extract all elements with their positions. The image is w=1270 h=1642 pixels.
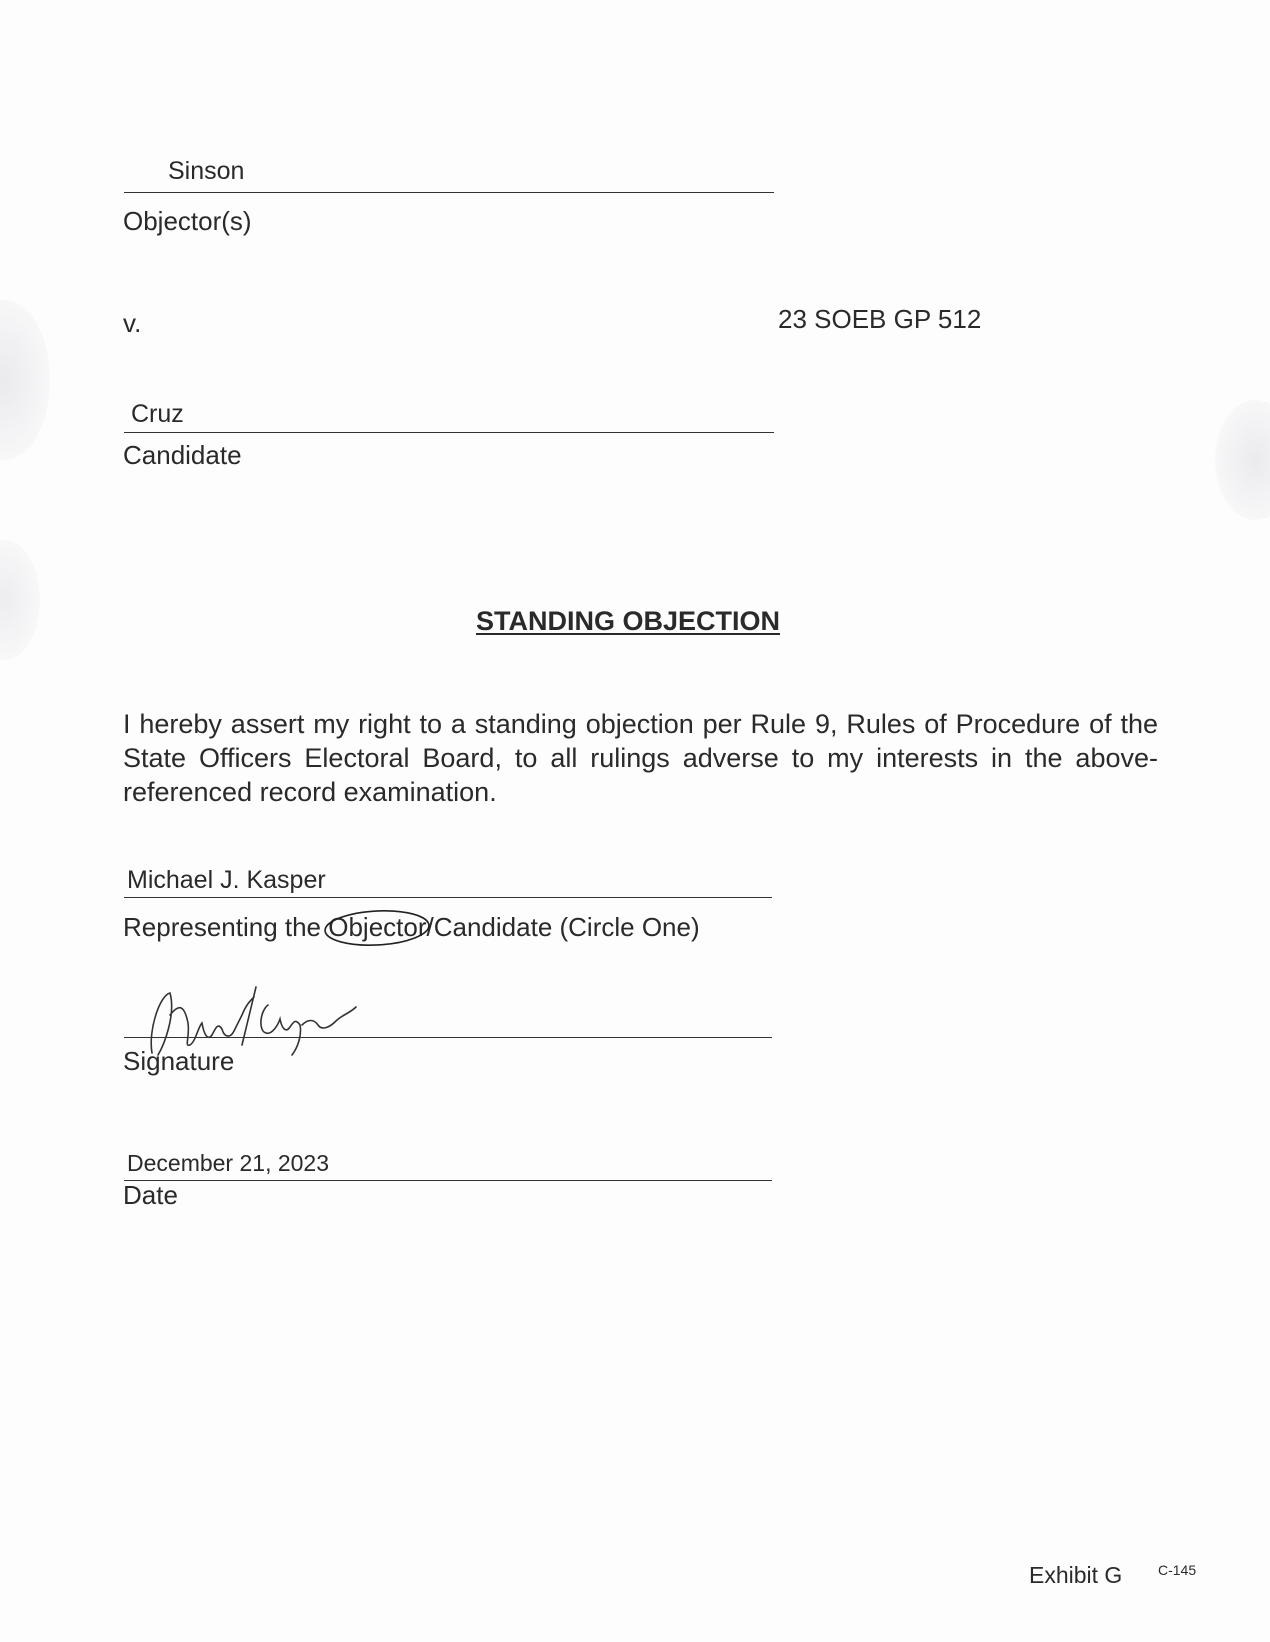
candidate-label: Candidate <box>123 440 242 470</box>
objector-label: Objector(s) <box>123 206 252 236</box>
exhibit-label: Exhibit G <box>1029 1562 1123 1588</box>
objector-line <box>124 192 774 193</box>
circled-option <box>328 912 426 943</box>
objector-name: Sinson <box>168 157 245 185</box>
representative-line <box>124 897 772 898</box>
representing-suffix: /Candidate (Circle One) <box>426 912 700 942</box>
scan-smudge <box>0 300 50 460</box>
representing-line <box>123 912 700 943</box>
signature-line <box>124 1037 772 1038</box>
date-value: December 21, 2023 <box>127 1150 330 1176</box>
document-title: STANDING OBJECTION <box>476 606 781 636</box>
scan-smudge <box>1215 400 1270 520</box>
scan-smudge <box>0 540 40 660</box>
candidate-name: Cruz <box>131 400 184 428</box>
date-label: Date <box>123 1180 178 1210</box>
date-line <box>124 1180 772 1181</box>
page-code: C-145 <box>1158 1562 1197 1578</box>
representing-prefix: Representing the <box>123 912 329 942</box>
candidate-line <box>124 432 774 433</box>
option-objector: Objector <box>328 912 427 942</box>
body-paragraph: I hereby assert my right to a standing objection per Rule 9, Rules of Procedure of the State Officers Electoral Board, to all rulings adverse to my interests in the above-referenced record examination. <box>123 709 1158 807</box>
signature-label: Signature <box>123 1046 235 1076</box>
representative-name: Michael J. Kasper <box>127 866 326 894</box>
versus-text: v. <box>123 308 142 338</box>
hand-drawn-circle <box>322 909 434 949</box>
case-number: 23 SOEB GP 512 <box>778 304 982 334</box>
